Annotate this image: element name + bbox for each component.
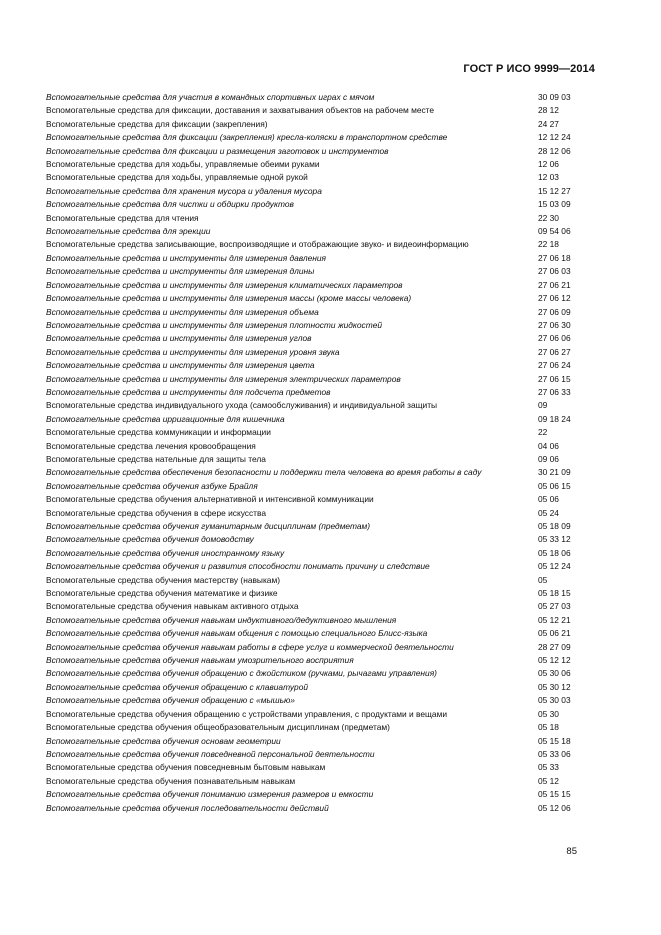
index-row xyxy=(46,748,591,761)
entry-term: Вспомогательные средства для фиксации, доставания и захватывания объектов на рабочем месте xyxy=(46,105,435,116)
index-row xyxy=(46,292,591,305)
entry-code: 27 06 33 xyxy=(538,386,571,397)
entry-term: Вспомогательные средства обучения повседневным бытовым навыкам xyxy=(46,762,326,773)
entry-code: 05 18 06 xyxy=(538,547,571,558)
entry-term: Вспомогательные средства и инструменты для измерения массы (кроме массы человека) xyxy=(46,293,412,304)
entry-term: Вспомогательные средства нательные для защиты тела xyxy=(46,453,266,464)
index-row xyxy=(46,279,591,292)
entry-term: Вспомогательные средства обучения азбуке Брайля xyxy=(46,480,258,491)
entry-code: 05 15 15 xyxy=(538,789,571,800)
entry-term: Вспомогательные средства для ходьбы, управляемые одной рукой xyxy=(46,172,308,183)
entry-term: Вспомогательные средства обучения последовательности действий xyxy=(46,802,329,813)
entry-term: Вспомогательные средства для чтения xyxy=(46,212,199,223)
index-row xyxy=(46,735,591,748)
entry-term: Вспомогательные средства и инструменты для измерения уровня звука xyxy=(46,346,340,357)
entry-term: Вспомогательные средства обучения познавательным навыкам xyxy=(46,775,296,786)
index-row xyxy=(46,171,591,184)
index-row xyxy=(46,493,591,506)
index-row xyxy=(46,212,591,225)
index-row xyxy=(46,104,591,117)
entry-code: 09 18 24 xyxy=(538,413,571,424)
entry-term: Вспомогательные средства и инструменты для измерения углов xyxy=(46,333,312,344)
entry-term: Вспомогательные средства лечения кровообращения xyxy=(46,440,256,451)
entry-code: 12 03 xyxy=(538,172,559,183)
entry-code: 05 06 15 xyxy=(538,480,571,491)
entry-code: 27 06 24 xyxy=(538,360,571,371)
entry-code: 27 06 06 xyxy=(538,333,571,344)
index-row xyxy=(46,547,591,560)
entry-term: Вспомогательные средства и инструменты для подсчета предметов xyxy=(46,386,331,397)
entry-code: 27 06 30 xyxy=(538,319,571,330)
index-row xyxy=(46,131,591,144)
index-row xyxy=(46,265,591,278)
entry-term: Вспомогательные средства обучения основам геометрии xyxy=(46,735,281,746)
entry-term: Вспомогательные средства для фиксации и размещения заготовок и инструментов xyxy=(46,145,389,156)
entry-code: 05 12 xyxy=(538,775,559,786)
index-row xyxy=(46,413,591,426)
index-row xyxy=(46,225,591,238)
entry-code: 28 12 xyxy=(538,105,559,116)
index-row xyxy=(46,158,591,171)
entry-code: 05 33 06 xyxy=(538,748,571,759)
index-row xyxy=(46,721,591,734)
index-row xyxy=(46,627,591,640)
entry-code: 09 xyxy=(538,400,548,411)
entry-term: Вспомогательные средства и инструменты для измерения длины xyxy=(46,266,315,277)
entry-term: Вспомогательные средства обучения иностранному языку xyxy=(46,547,285,558)
page-number: 85 xyxy=(566,846,577,857)
index-row xyxy=(46,708,591,721)
entry-term: Вспомогательные средства обучения и развития способности понимать причину и следствие xyxy=(46,561,430,572)
entry-term: Вспомогательные средства обучения домоводству xyxy=(46,534,254,545)
entry-code: 28 12 06 xyxy=(538,145,571,156)
entry-code: 05 30 03 xyxy=(538,695,571,706)
entry-code: 05 12 21 xyxy=(538,614,571,625)
entry-code: 22 18 xyxy=(538,239,559,250)
index-list xyxy=(46,91,591,815)
index-row xyxy=(46,480,591,493)
index-row xyxy=(46,440,591,453)
entry-term: Вспомогательные средства обучения в сфере искусства xyxy=(46,507,267,518)
entry-code: 05 18 xyxy=(538,722,559,733)
index-row xyxy=(46,587,591,600)
entry-code: 09 06 xyxy=(538,453,559,464)
index-row xyxy=(46,667,591,680)
entry-code: 05 27 03 xyxy=(538,601,571,612)
index-row xyxy=(46,373,591,386)
index-row xyxy=(46,802,591,815)
index-row xyxy=(46,775,591,788)
entry-code: 05 30 xyxy=(538,708,559,719)
entry-code: 05 xyxy=(538,574,548,585)
index-row xyxy=(46,533,591,546)
entry-code: 22 xyxy=(538,427,548,438)
index-row xyxy=(46,600,591,613)
index-row xyxy=(46,426,591,439)
entry-term: Вспомогательные средства для фиксации (закрепления) кресла-коляски в транспортном средстве xyxy=(46,132,448,143)
entry-code: 05 33 xyxy=(538,762,559,773)
entry-term: Вспомогательные средства обучения математике и физике xyxy=(46,588,278,599)
entry-code: 15 03 09 xyxy=(538,199,571,210)
entry-term: Вспомогательные средства обучения обращению с «мышью» xyxy=(46,695,295,706)
entry-code: 05 30 06 xyxy=(538,668,571,679)
entry-code: 27 06 12 xyxy=(538,293,571,304)
entry-term: Вспомогательные средства и инструменты для измерения объема xyxy=(46,306,319,317)
entry-term: Вспомогательные средства обучения обращению с устройствами управления, с продуктами и вещами xyxy=(46,708,448,719)
entry-term: Вспомогательные средства для ходьбы, управляемые обеими руками xyxy=(46,159,320,170)
entry-code: 24 27 xyxy=(538,118,559,129)
entry-code: 05 06 xyxy=(538,494,559,505)
entry-term: Вспомогательные средства обучения навыкам умозрительного восприятия xyxy=(46,655,354,666)
entry-term: Вспомогательные средства обучения навыкам работы в сфере услуг и коммерческой деятельности xyxy=(46,641,454,652)
index-row xyxy=(46,238,591,251)
entry-term: Вспомогательные средства обучения пониманию измерения размеров и емкости xyxy=(46,789,374,800)
index-row xyxy=(46,306,591,319)
index-row xyxy=(46,252,591,265)
entry-code: 27 06 15 xyxy=(538,373,571,384)
entry-code: 05 33 12 xyxy=(538,534,571,545)
index-row xyxy=(46,118,591,131)
index-row xyxy=(46,386,591,399)
entry-code: 30 21 09 xyxy=(538,467,571,478)
index-row xyxy=(46,788,591,801)
entry-code: 04 06 xyxy=(538,440,559,451)
entry-term: Вспомогательные средства индивидуального ухода (самообслуживания) и индивидуальной защиты xyxy=(46,400,438,411)
index-row xyxy=(46,520,591,533)
index-row xyxy=(46,681,591,694)
entry-term: Вспомогательные средства и инструменты для измерения климатических параметров xyxy=(46,279,403,290)
index-row xyxy=(46,91,591,104)
index-row xyxy=(46,359,591,372)
entry-code: 28 27 09 xyxy=(538,641,571,652)
entry-code: 12 12 24 xyxy=(538,132,571,143)
index-row xyxy=(46,654,591,667)
index-row xyxy=(46,346,591,359)
entry-code: 05 06 21 xyxy=(538,628,571,639)
index-row xyxy=(46,145,591,158)
entry-code: 09 54 06 xyxy=(538,226,571,237)
entry-code: 05 15 18 xyxy=(538,735,571,746)
entry-term: Вспомогательные средства для фиксации (закрепления) xyxy=(46,118,268,129)
index-row xyxy=(46,466,591,479)
index-row xyxy=(46,761,591,774)
entry-term: Вспомогательные средства для хранения мусора и удаления мусора xyxy=(46,185,322,196)
entry-code: 05 18 15 xyxy=(538,588,571,599)
entry-term: Вспомогательные средства обучения мастерству (навыкам) xyxy=(46,574,280,585)
entry-code: 27 06 09 xyxy=(538,306,571,317)
index-row xyxy=(46,198,591,211)
entry-term: Вспомогательные средства для участия в командных спортивных играх с мячом xyxy=(46,92,375,102)
index-row xyxy=(46,694,591,707)
entry-term: Вспомогательные средства обучения обращению с джойстиком (ручками, рычагами управления) xyxy=(46,668,437,679)
index-row xyxy=(46,560,591,573)
entry-code: 27 06 03 xyxy=(538,266,571,277)
entry-code: 30 09 03 xyxy=(538,92,571,102)
entry-code: 05 12 12 xyxy=(538,655,571,666)
entry-term: Вспомогательные средства для эрекции xyxy=(46,226,211,237)
entry-code: 27 06 27 xyxy=(538,346,571,357)
entry-term: Вспомогательные средства обучения навыкам общения с помощью специального Блисс-языка xyxy=(46,628,428,639)
index-row xyxy=(46,614,591,627)
entry-term: Вспомогательные средства и инструменты для измерения электрических параметров xyxy=(46,373,401,384)
entry-term: Вспомогательные средства ирригационные для кишечника xyxy=(46,413,285,424)
entry-code: 27 06 18 xyxy=(538,252,571,263)
entry-term: Вспомогательные средства коммуникации и информации xyxy=(46,427,271,438)
index-row xyxy=(46,453,591,466)
index-row xyxy=(46,332,591,345)
entry-term: Вспомогательные средства и инструменты для измерения плотности жидкостей xyxy=(46,319,383,330)
entry-term: Вспомогательные средства обучения общеобразовательным дисциплинам (предметам) xyxy=(46,722,390,733)
entry-term: Вспомогательные средства обеспечения безопасности и поддержки тела человека во время работы в саду xyxy=(46,467,482,478)
index-row xyxy=(46,641,591,654)
index-row xyxy=(46,507,591,520)
entry-code: 05 24 xyxy=(538,507,559,518)
index-row xyxy=(46,319,591,332)
entry-code: 05 30 12 xyxy=(538,681,571,692)
entry-term: Вспомогательные средства обучения навыкам индуктивного/дедуктивного мышления xyxy=(46,614,397,625)
entry-term: Вспомогательные средства обучения обращению с клавиатурой xyxy=(46,681,309,692)
entry-term: Вспомогательные средства записывающие, воспроизводящие и отображающие звуко- и видеоинформацию xyxy=(46,239,469,250)
entry-code: 27 06 21 xyxy=(538,279,571,290)
index-row xyxy=(46,574,591,587)
entry-term: Вспомогательные средства обучения навыкам активного отдыха xyxy=(46,601,299,612)
entry-code: 05 12 24 xyxy=(538,561,571,572)
index-row xyxy=(46,185,591,198)
entry-code: 22 30 xyxy=(538,212,559,223)
entry-term: Вспомогательные средства для чистки и обдирки продуктов xyxy=(46,199,294,210)
entry-code: 15 12 27 xyxy=(538,185,571,196)
index-row xyxy=(46,399,591,412)
entry-code: 12 06 xyxy=(538,159,559,170)
entry-term: Вспомогательные средства обучения повседневной персональной деятельности xyxy=(46,748,375,759)
entry-code: 05 18 09 xyxy=(538,521,571,531)
entry-term: Вспомогательные средства и инструменты для измерения цвета xyxy=(46,360,315,371)
entry-code: 05 12 06 xyxy=(538,802,571,813)
document-header: ГОСТ Р ИСО 9999—2014 xyxy=(463,63,595,75)
entry-term: Вспомогательные средства обучения альтернативной и интенсивной коммуникации xyxy=(46,494,374,505)
entry-term: Вспомогательные средства обучения гуманитарным дисциплинам (предметам) xyxy=(46,521,371,531)
entry-term: Вспомогательные средства и инструменты для измерения давления xyxy=(46,252,326,263)
